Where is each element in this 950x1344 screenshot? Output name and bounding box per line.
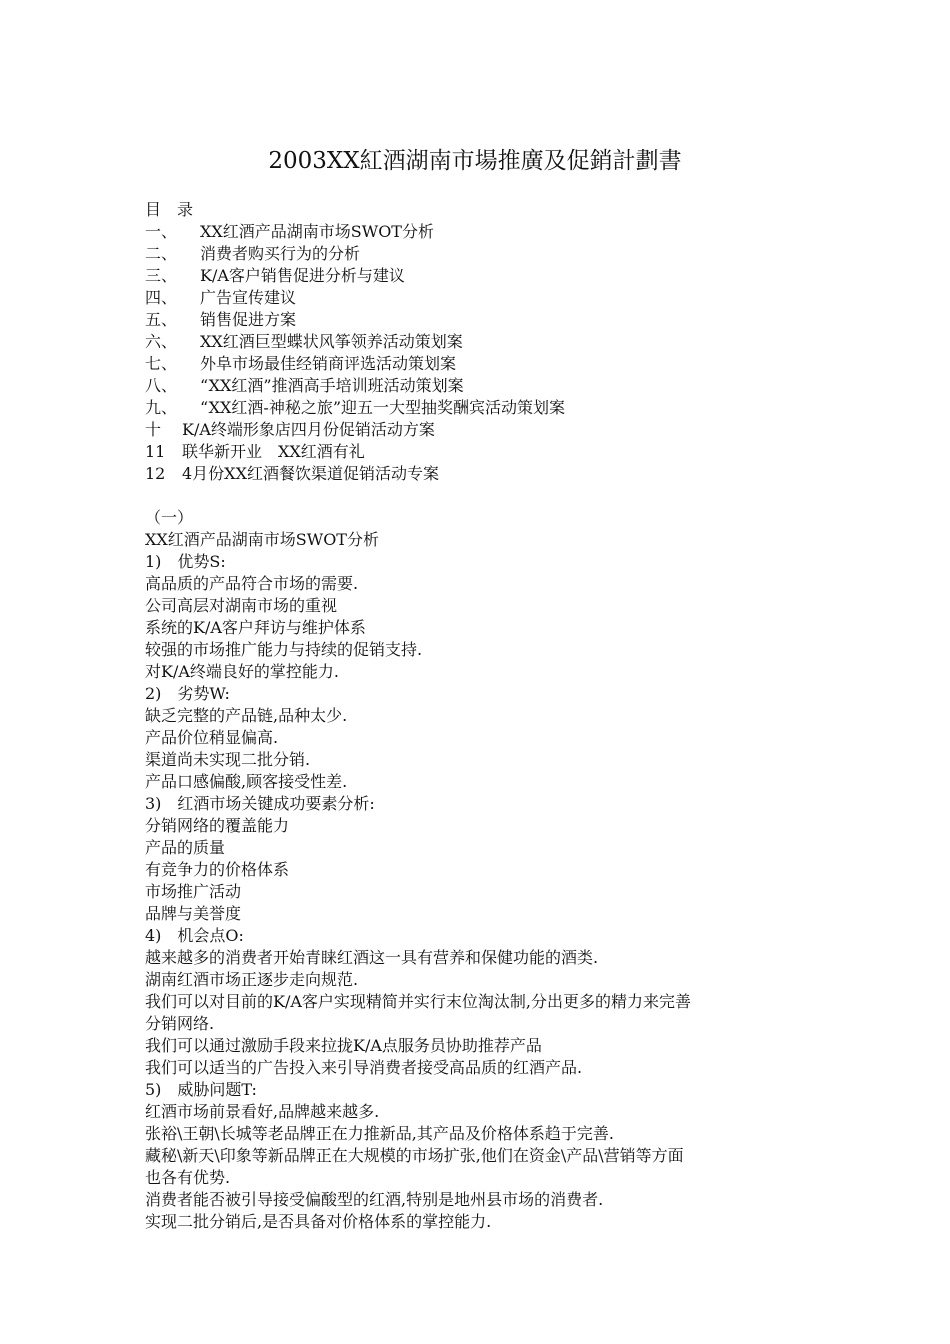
- toc-number: 四、: [145, 288, 178, 307]
- body-line: 产品口感偏酸,顾客接受性差.: [145, 772, 348, 791]
- toc-number: 11: [145, 442, 166, 461]
- section-heading: XX红酒产品湖南市场SWOT分析: [145, 530, 379, 549]
- body-line: 藏秘\新天\印象等新品牌正在大规模的市场扩张,他们在资金\产品\营销等方面: [145, 1146, 684, 1165]
- toc-number: 八、: [145, 376, 178, 395]
- toc-item: [145, 287, 825, 309]
- section-gap: [145, 485, 825, 507]
- body-line: 也各有优势.: [145, 1168, 231, 1187]
- body-line: 产品价位稍显偏高.: [145, 728, 279, 747]
- body-line: 我们可以通过激励手段来拉拢K/A点服务员协助推荐产品: [145, 1036, 542, 1055]
- toc-text: 广告宣传建议: [200, 288, 297, 307]
- body-line: 张裕\王朝\长城等老品牌正在力推新品,其产品及价格体系趋于完善.: [145, 1124, 614, 1143]
- body-line: 我们可以对目前的K/A客户实现精简并实行末位淘汰制,分出更多的精力来完善: [145, 992, 691, 1011]
- toc-number: 六、: [145, 332, 178, 351]
- body-line: 渠道尚未实现二批分销.: [145, 750, 311, 769]
- document-body: [145, 199, 825, 1233]
- body-line: 我们可以适当的广告投入来引导消费者接受高品质的红酒产品.: [145, 1058, 583, 1077]
- toc-text: 消费者购买行为的分析: [200, 244, 361, 263]
- toc-item: [145, 419, 825, 441]
- body-line: 品牌与美誉度: [145, 904, 242, 923]
- body-line: 对K/A终端良好的掌控能力.: [145, 662, 339, 681]
- toc-number: 十: [145, 420, 162, 439]
- toc-item: [145, 331, 825, 353]
- toc-number: 二、: [145, 244, 178, 263]
- body-line: 越来越多的消费者开始青睐红酒这一具有营养和保健功能的酒类.: [145, 948, 599, 967]
- document-title: 2003XX紅酒湖南市場推廣及促銷計劃書: [268, 148, 682, 174]
- toc-item: [145, 463, 825, 485]
- toc-item: [145, 397, 825, 419]
- toc-text: K/A终端形象店四月份促销活动方案: [182, 420, 435, 439]
- toc-item: [145, 375, 825, 397]
- body-line: 公司高层对湖南市场的重视: [145, 596, 338, 615]
- toc-text: K/A客户销售促进分析与建议: [200, 266, 405, 285]
- body-line: 实现二批分销后,是否具备对价格体系的掌控能力.: [145, 1212, 492, 1231]
- body-line: 分销网络.: [145, 1014, 215, 1033]
- toc-number: 12: [145, 464, 166, 483]
- body-line: 湖南红酒市场正逐步走向规范.: [145, 970, 359, 989]
- section-marker: （一）: [145, 508, 194, 527]
- toc-number: 五、: [145, 310, 178, 329]
- body-line: 消费者能否被引导接受偏酸型的红酒,特别是地州县市场的消费者.: [145, 1190, 604, 1209]
- body-line: 4) 机会点O:: [145, 926, 244, 945]
- toc-text: “XX红酒”推酒高手培训班活动策划案: [200, 376, 464, 395]
- toc-text: 4月份XX红酒餐饮渠道促销活动专案: [182, 464, 439, 483]
- body-line: 产品的质量: [145, 838, 226, 857]
- body-line: 1) 优势S:: [145, 552, 226, 571]
- body-line: 3) 红酒市场关键成功要素分析:: [145, 794, 375, 813]
- toc-text: XX红酒巨型蝶状风筝领养活动策划案: [200, 332, 463, 351]
- toc-text: 外阜市场最佳经销商评选活动策划案: [200, 354, 457, 373]
- toc-item: [145, 441, 825, 463]
- toc-item: [145, 221, 825, 243]
- toc-heading: 目 录: [145, 200, 194, 219]
- body-line: 分销网络的覆盖能力: [145, 816, 290, 835]
- body-line: 2) 劣势W:: [145, 684, 230, 703]
- toc-text: 联华新开业 XX红酒有礼: [182, 442, 365, 461]
- toc-text: 销售促进方案: [200, 310, 297, 329]
- toc-number: 七、: [145, 354, 178, 373]
- body-line: 5) 威胁问题T:: [145, 1080, 257, 1099]
- toc-item: [145, 265, 825, 287]
- section-body: [145, 551, 825, 1233]
- toc-text: “XX红酒-神秘之旅”迎五一大型抽奖酬宾活动策划案: [200, 398, 565, 417]
- body-line: 高品质的产品符合市场的需要.: [145, 574, 359, 593]
- body-line: 红酒市场前景看好,品牌越来越多.: [145, 1102, 380, 1121]
- toc-text: XX红酒产品湖南市场SWOT分析: [200, 222, 434, 241]
- toc-number: 三、: [145, 266, 178, 285]
- toc-number: 九、: [145, 398, 178, 417]
- body-line: 较强的市场推广能力与持续的促销支持.: [145, 640, 423, 659]
- table-of-contents: [145, 221, 825, 485]
- body-line: 市场推广活动: [145, 882, 242, 901]
- toc-number: 一、: [145, 222, 178, 241]
- toc-item: [145, 353, 825, 375]
- body-line: 有竞争力的价格体系: [145, 860, 290, 879]
- body-line: 缺乏完整的产品链,品种太少.: [145, 706, 348, 725]
- toc-item: [145, 243, 825, 265]
- toc-item: [145, 309, 825, 331]
- body-line: 系统的K/A客户拜访与维护体系: [145, 618, 366, 637]
